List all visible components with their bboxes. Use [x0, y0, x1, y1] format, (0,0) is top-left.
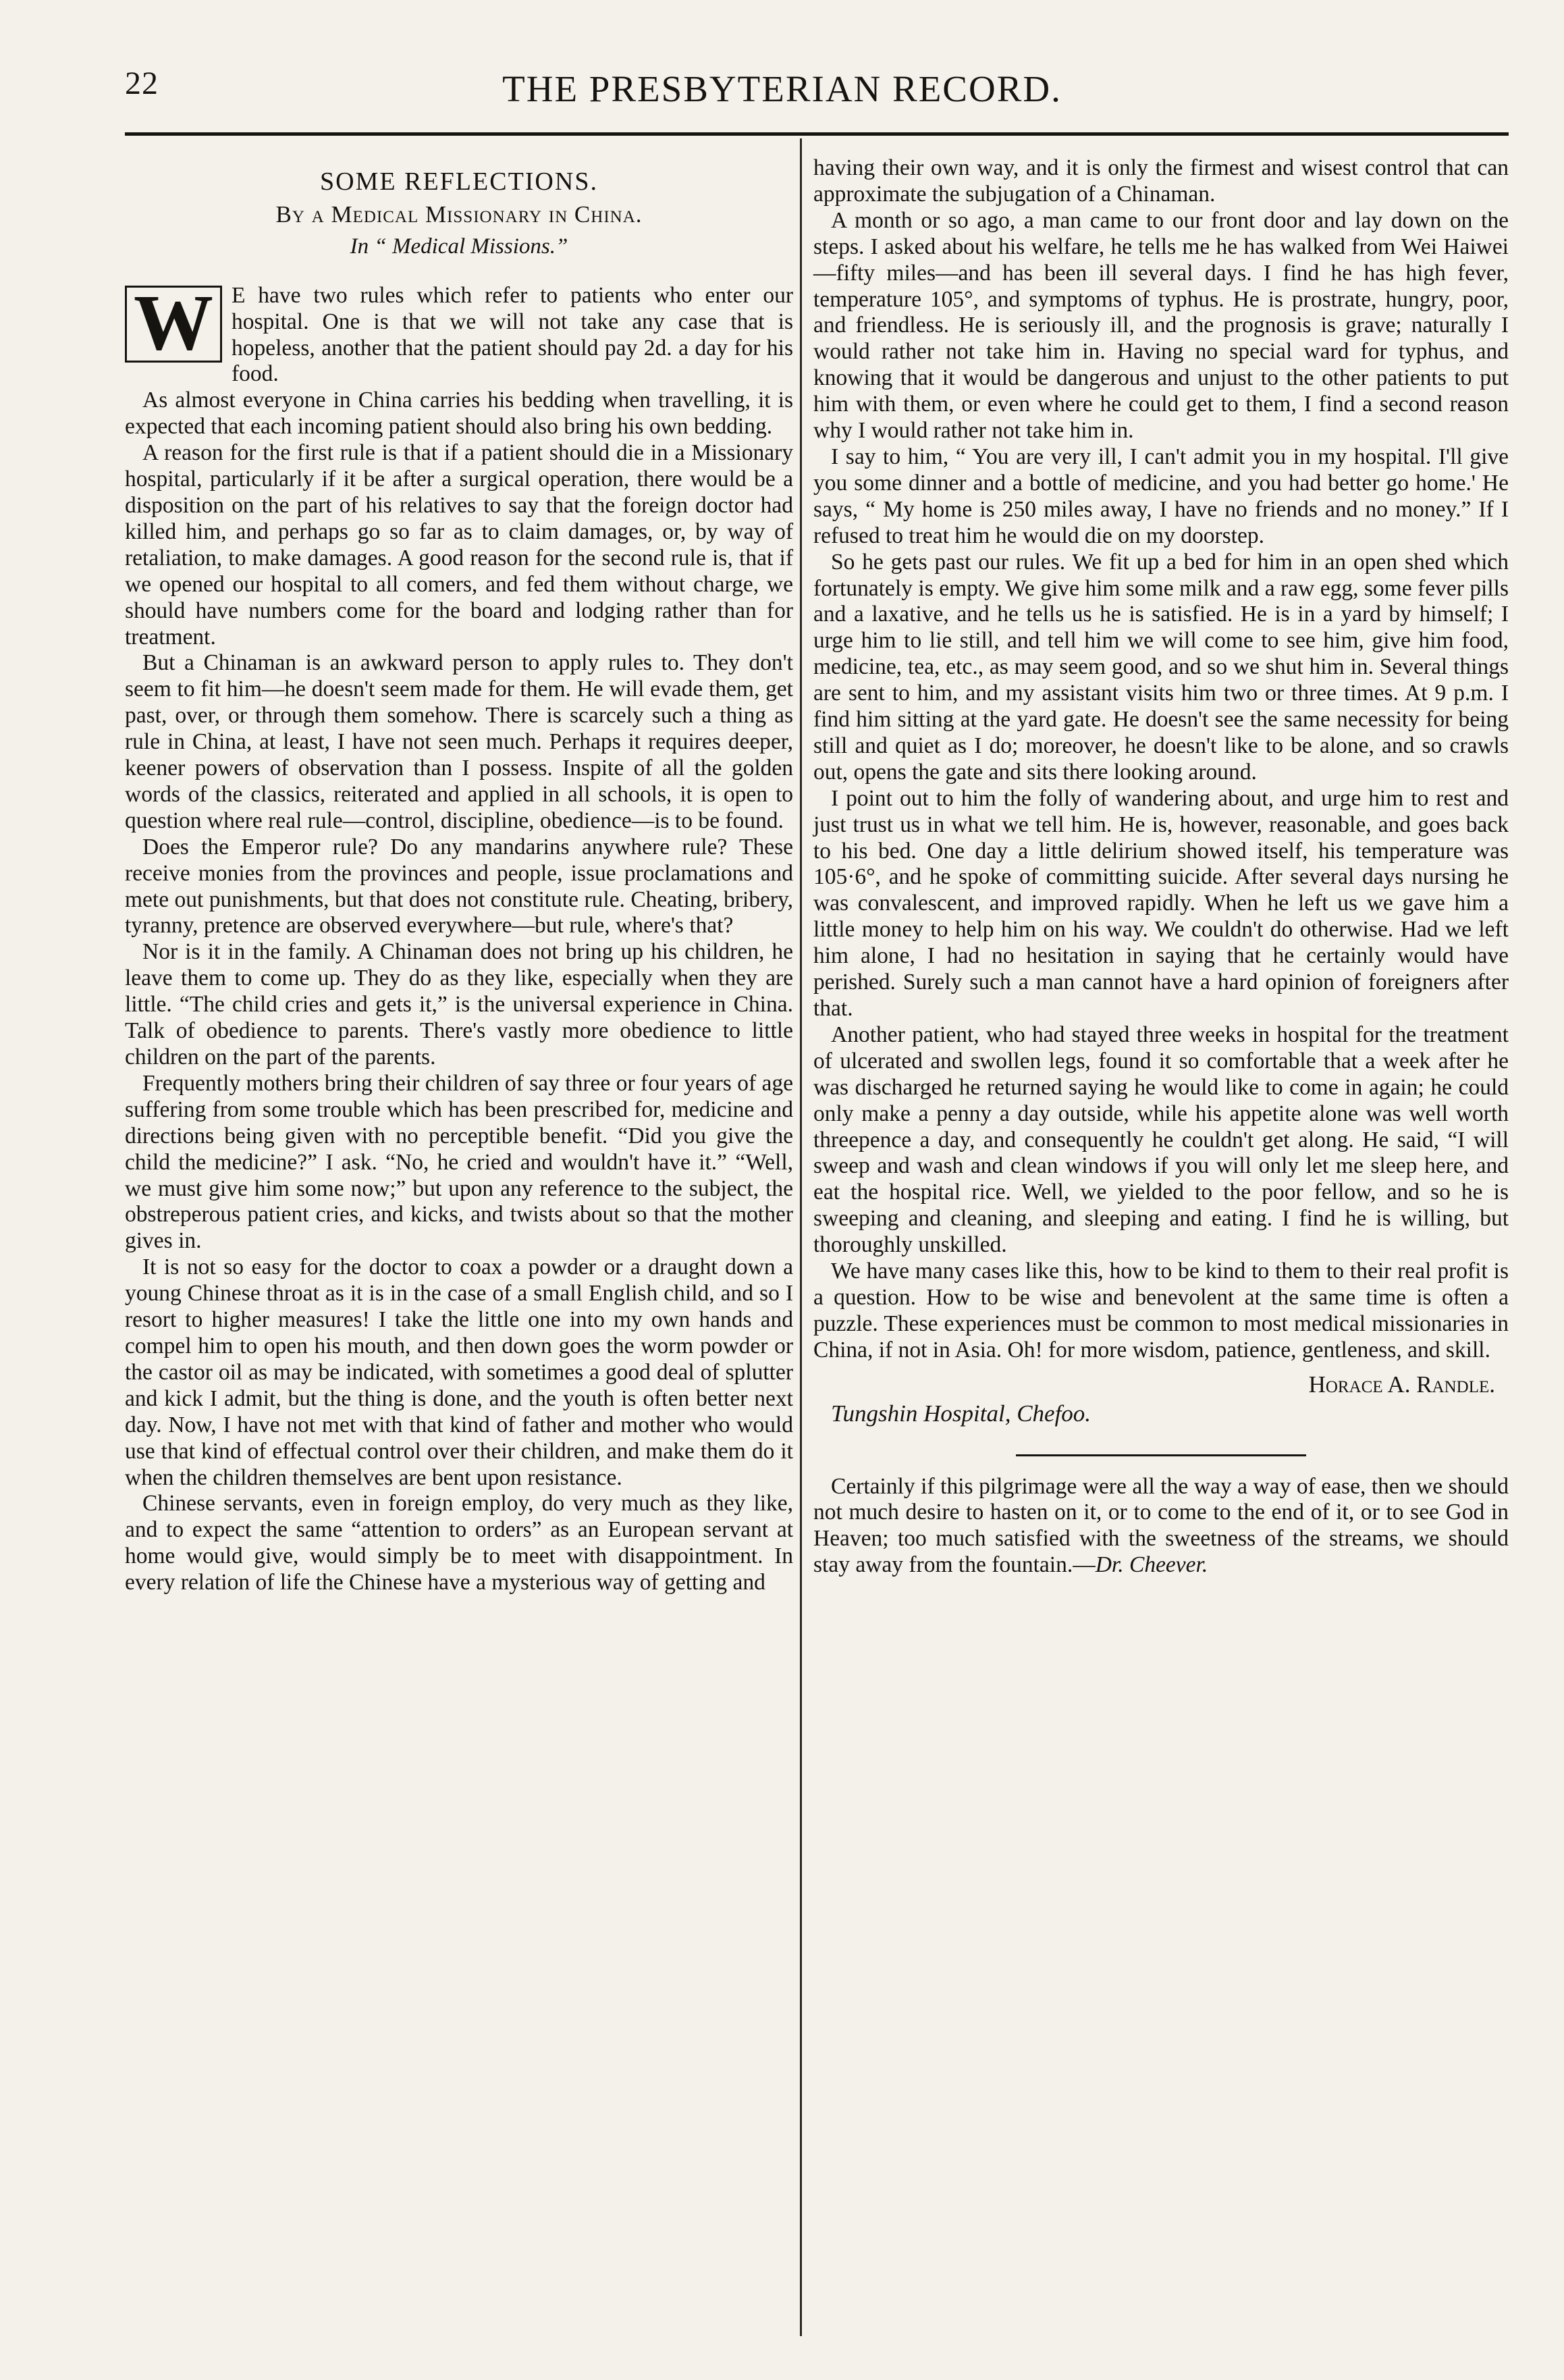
paragraph: having their own way, and it is only the firmest and wisest control that can approximate the subjugation of a Chinaman. — [813, 155, 1509, 207]
paragraph: Nor is it in the family. A Chinaman does not bring up his children, he leave them to come up. They do as they like, especially when they are little. “The child cries and gets it,” is the universal experience in China. Talk of obedience to parents. There's vastly more obedience to little children on the part of the parents. — [125, 939, 793, 1069]
filler-text: Certainly if this pilgrimage were all the way a way of ease, then we should not much desire to hasten on it, or to come to the end of it, or to see God in Heaven; too much satisfied with the sweetness of the streams, we should stay away from the fountain.— — [813, 1473, 1509, 1578]
running-title: THE PRESBYTERIAN RECORD. — [502, 68, 1062, 109]
author-signature: Horace A. Randle. — [1308, 1371, 1495, 1398]
paragraph: But a Chinaman is an awkward person to apply rules to. They don't seem to fit him—he doesn't seem made for them. He will evade them, get past, over, or through them somehow. There is scarcely such a thing as rule in China, at least, I have not seen much. Perhaps it requires deeper, keener powers of observation than I possess. Inspite of all the golden words of the classics, reiterated and applied in all schools, it is open to question where real rule—control, discipline, obedience—is to be found. — [125, 650, 793, 833]
paragraph: I say to him, “ You are very ill, I can't admit you in my hospital. I'll give you some dinner and a bottle of medicine, and you had better go home.' He says, “ My home is 250 miles away, I have no friends and no money.” If I refused to treat him he would die on my doorstep. — [813, 444, 1509, 548]
right-column — [813, 155, 1509, 1579]
paragraph: It is not so easy for the doctor to coax a powder or a draught down a young Chinese throat as it is in the case of a small English child, and so I resort to higher measures! I take the little one into my own hands and compel him to open his mouth, and then down goes the worm powder or the castor oil as may be indicated, with sometimes a good deal of splutter and kick I admit, but the thing is done, and the youth is often better next day. Now, I have not met with that kind of father and mother who would use that kind of effectual control over their children, and make them do it when the children themselves are bent upon resistance. — [125, 1254, 793, 1490]
paragraph — [125, 277, 793, 388]
article-title: SOME REFLECTIONS. — [320, 167, 598, 196]
paragraph: We have many cases like this, how to be kind to them to their real profit is a question. How to be wise and benevolent at the same time is often a puzzle. These experiences must be common to most medical missionaries in China, if not in Asia. Oh! for more wisdom, patience, gentleness, and skill. — [813, 1259, 1509, 1363]
story-separator — [1016, 1454, 1306, 1456]
filler-paragraph — [813, 1474, 1509, 1579]
paragraph: A month or so ago, a man came to our front door and lay down on the steps. I asked about his welfare, he tells me he has walked from Wei Haiwei—fifty miles—and has been ill several days. I find he has high fever, temperature 105°, and symptoms of typhus. He is prostrate, hungry, poor, and friendless. He is seriously ill, and the prognosis is grave; naturally I would rather not take him in. Having no special ward for typhus, and knowing that it would be dangerous and unjust to the other patients to put him with them, or even where he could get to them, I find a second reason why I would rather not take him in. — [813, 207, 1509, 444]
drop-cap: W — [125, 286, 222, 363]
left-column — [125, 155, 793, 1596]
article-byline: By a Medical Missionary in China. — [275, 201, 643, 228]
paragraph: So he gets past our rules. We fit up a bed for him in an open shed which fortunately is empty. We give him some milk and a raw egg, some fever pills and a laxative, and he tells us he is satisfied. He is in a yard by himself; I urge him to lie still, and tell him we will come to see him, give him food, medicine, tea, etc., as may seem good, and so we shut him in. Several things are sent to him, and my assistant visits him two or three times. At 9 p.m. I find him sitting at the yard gate. He doesn't see the same necessity for being still and quiet as I do; moreover, he doesn't like to be alone, and so crawls out, opens the gate and sits there looking around. — [813, 549, 1509, 785]
paragraph: Chinese servants, even in foreign employ, do very much as they like, and to expect the same “attention to orders” as an European servant at home would give, would simply be to meet with disappointment. In every relation of life the Chinese have a mysterious way of getting and — [125, 1491, 793, 1595]
column-divider — [800, 138, 802, 2336]
article-source: In “ Medical Missions.” — [350, 234, 568, 259]
page-number: 22 — [125, 65, 159, 101]
paragraph: I point out to him the folly of wandering about, and urge him to rest and just trust us in what we tell him. He is, however, reasonable, and goes back to his bed. One day a little delirium showed itself, his temperature was 105·6°, and he spoke of committing suicide. After several days nursing he was convalescent, and improved rapidly. When he left us we gave him a little money to help him on his way. We couldn't do otherwise. Had we left him alone, I had no hesitation in saying that he certainly would have perished. Surely such a man cannot have a hard opinion of foreigners after that. — [813, 785, 1509, 1021]
paragraph: Another patient, who had stayed three weeks in hospital for the treatment of ulcerated and swollen legs, found it so comfortable that a week after he was discharged he returned saying he would like to come in again; he could only make a penny a day outside, while his appetite alone was well worth threepence a day, and consequently he couldn't get along. He said, “I will sweep and wash and clean windows if you will only let me sleep here, and eat the hospital rice. Well, we yielded to the poor fellow, and so he is sweeping and cleaning, and sleeping and eating. I find he is willing, but thoroughly unskilled. — [813, 1022, 1509, 1258]
header-rule — [125, 132, 1509, 136]
hospital-location: Tungshin Hospital, Chefoo. — [831, 1400, 1091, 1427]
paragraph: Does the Emperor rule? Do any mandarins anywhere rule? These receive monies from the provinces and people, issue proclamations and mete out punishments, but that does not constitute rule. Cheating, bribery, tyranny, pretence are observed everywhere—but rule, where's that? — [125, 834, 793, 938]
paragraph: As almost everyone in China carries his bedding when travelling, it is expected that each incoming patient should also bring his own bedding. — [125, 388, 793, 440]
paragraph-text: E have two rules which refer to patients who enter our hospital. One is that we will not take any case that is hopeless, another that the patient should pay 2d. a day for his food. — [232, 282, 793, 387]
filler-attribution: Dr. Cheever. — [1095, 1552, 1208, 1578]
paragraph: A reason for the first rule is that if a patient should die in a Missionary hospital, particularly if it be after a surgical operation, there would be a disposition on the part of his relatives to say that the foreign doctor had killed him, and perhaps go so far as to claim damages, or, by way of retaliation, to make damages. A good reason for the second rule is, that if we opened our hospital to all comers, and fed them without charge, we should have numbers come for the board and lodging rather than for treatment. — [125, 440, 793, 650]
paragraph: Frequently mothers bring their children of say three or four years of age suffering from some trouble which has been prescribed for, medicine and directions being given with no perceptible benefit. “Did you give the child the medicine?” I ask. “No, he cried and wouldn't have it.” “Well, we must give him some now;” but upon any reference to the subject, the obstreperous patient cries, and kicks, and twists about so that the mother gives in. — [125, 1070, 793, 1254]
